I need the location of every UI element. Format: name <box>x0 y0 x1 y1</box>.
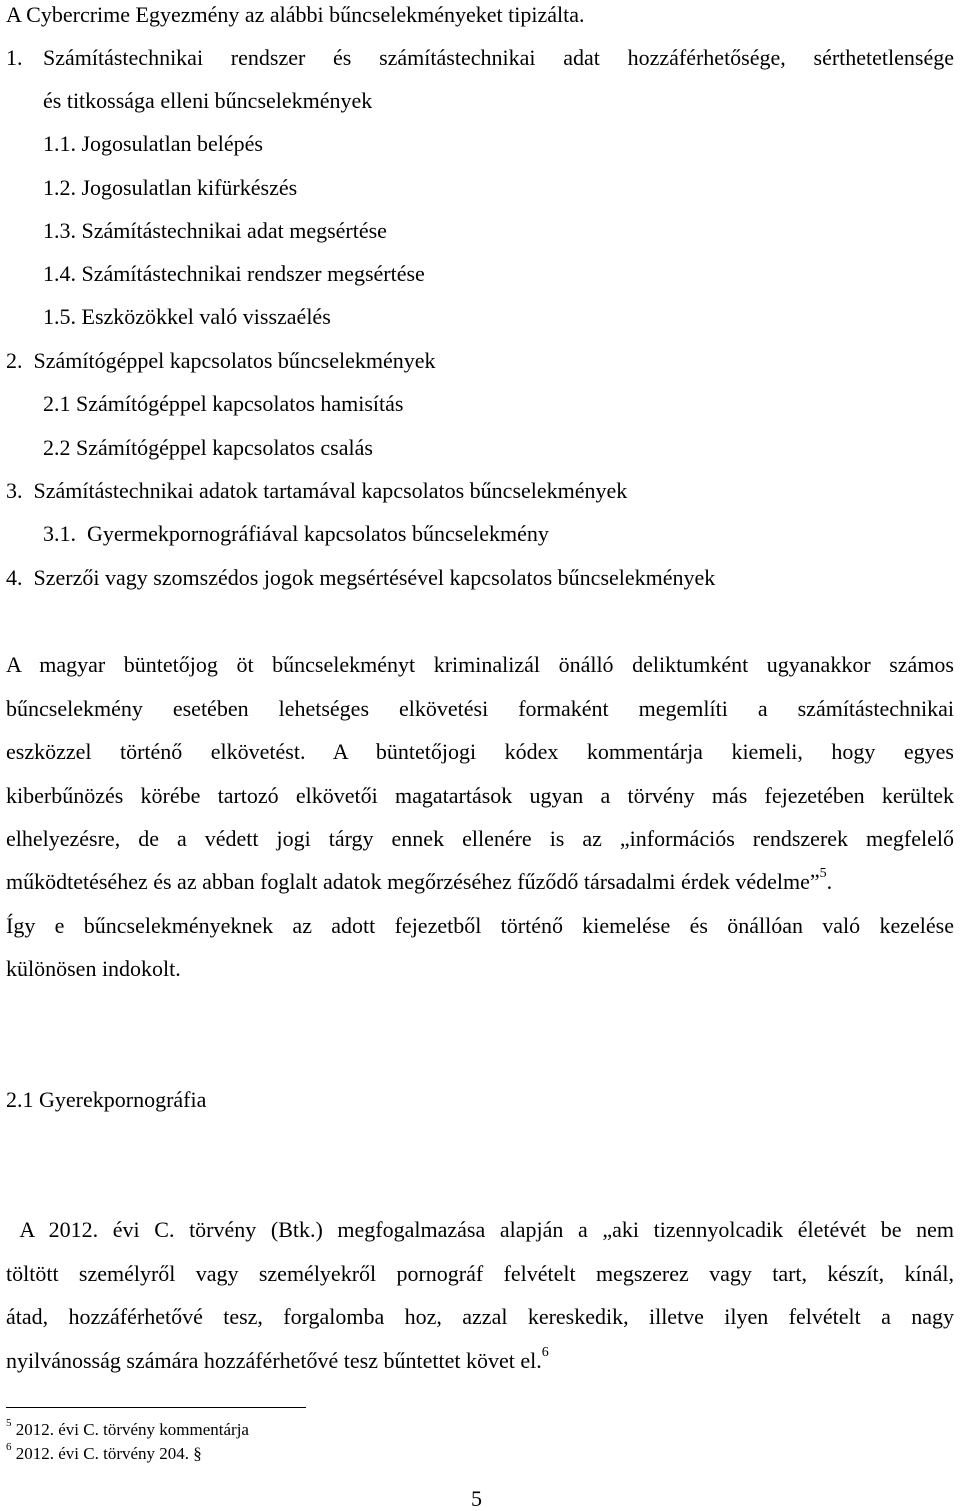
intro-line: A Cybercrime Egyezmény az alábbi bűncselekményeket tipizálta. <box>6 2 585 27</box>
footnote-ref-5: 5 <box>819 866 827 881</box>
para2-line-1: A 2012. évi C. törvény (Btk.) megfogalmazása alapján a „aki tizennyolcadik életévét be nem <box>6 1217 954 1242</box>
list-item-1-number: 1. <box>6 45 23 70</box>
footnote-5-number: 5 <box>6 1417 12 1429</box>
para1-line-6-end: . <box>826 869 833 894</box>
para1-line-6 <box>6 866 833 894</box>
para1-line-6-text: működtetéséhez és az abban foglalt adatok megőrzéséhez fűződő társadalmi érdek védelme” <box>6 869 820 894</box>
para1-line-1: A magyar büntetőjog öt bűncselekményt kriminalizál önálló deliktumként ugyanakkor számos <box>6 652 954 677</box>
para1-line-3: eszközzel történő elkövetést. A büntetőjogi kódex kommentárja kiemeli, hogy egyes <box>6 739 954 764</box>
footnote-separator <box>6 1407 306 1408</box>
footnote-5 <box>6 1417 249 1439</box>
footnote-ref-6: 6 <box>541 1345 549 1360</box>
list-item-1-cont: és titkossága elleni bűncselekmények <box>43 88 373 113</box>
footnote-6-number: 6 <box>6 1441 12 1453</box>
para2-line-3: átad, hozzáférhetővé tesz, forgalomba hoz, azzal kereskedik, illetve ilyen felvételt a nagy <box>6 1304 954 1329</box>
para2-line-4-text: nyilvánosság számára hozzáférhetővé tesz bűntettet követ el. <box>6 1348 542 1373</box>
list-item-1-3: 1.3. Számítástechnikai adat megsértése <box>43 218 387 243</box>
list-item-3: 3. Számítástechnikai adatok tartamával kapcsolatos bűncselekmények <box>6 478 628 503</box>
para1-line-8: különösen indokolt. <box>6 956 181 981</box>
para2-line-4 <box>6 1345 549 1373</box>
list-item-1-1: 1.1. Jogosulatlan belépés <box>43 131 263 156</box>
footnote-5-text: 2012. évi C. törvény kommentárja <box>11 1420 249 1439</box>
list-item-2: 2. Számítógéppel kapcsolatos bűncselekmények <box>6 348 436 373</box>
para1-line-5: elhelyezésre, de a védett jogi tárgy ennek ellenére is az „információs rendszerek megfelelő <box>6 826 954 851</box>
list-item-1-4: 1.4. Számítástechnikai rendszer megsértése <box>43 261 425 286</box>
para1-line-4: kiberbűnözés körébe tartozó elkövetői magatartások ugyan a törvény más fejezetében kerültek <box>6 783 954 808</box>
list-item-3-1: 3.1. Gyermekpornográfiával kapcsolatos bűncselekmény <box>43 521 549 546</box>
list-item-2-2: 2.2 Számítógéppel kapcsolatos csalás <box>43 435 373 460</box>
list-item-1: Számítástechnikai rendszer és számítástechnikai adat hozzáférhetősége, sérthetetlensége <box>43 45 954 70</box>
para2-line-2: töltött személyről vagy személyekről pornográf felvételt megszerez vagy tart, készít, kínál, <box>6 1261 954 1286</box>
page-number: 5 <box>471 1486 482 1511</box>
section-heading: 2.1 Gyerekpornográfia <box>6 1087 207 1112</box>
list-item-1-5: 1.5. Eszközökkel való visszaélés <box>43 304 331 329</box>
list-item-1-2: 1.2. Jogosulatlan kifürkészés <box>43 175 298 200</box>
para1-line-7: Így e bűncselekményeknek az adott fejezetből történő kiemelése és önállóan való kezelése <box>6 913 954 938</box>
para1-line-2: bűncselekmény esetében lehetséges elkövetési formaként megemlíti a számítástechnikai <box>6 696 954 721</box>
list-item-2-1: 2.1 Számítógéppel kapcsolatos hamisítás <box>43 391 404 416</box>
footnote-6 <box>6 1441 202 1463</box>
footnote-6-text: 2012. évi C. törvény 204. § <box>11 1444 202 1463</box>
list-item-4: 4. Szerzői vagy szomszédos jogok megsértésével kapcsolatos bűncselekmények <box>6 565 716 590</box>
